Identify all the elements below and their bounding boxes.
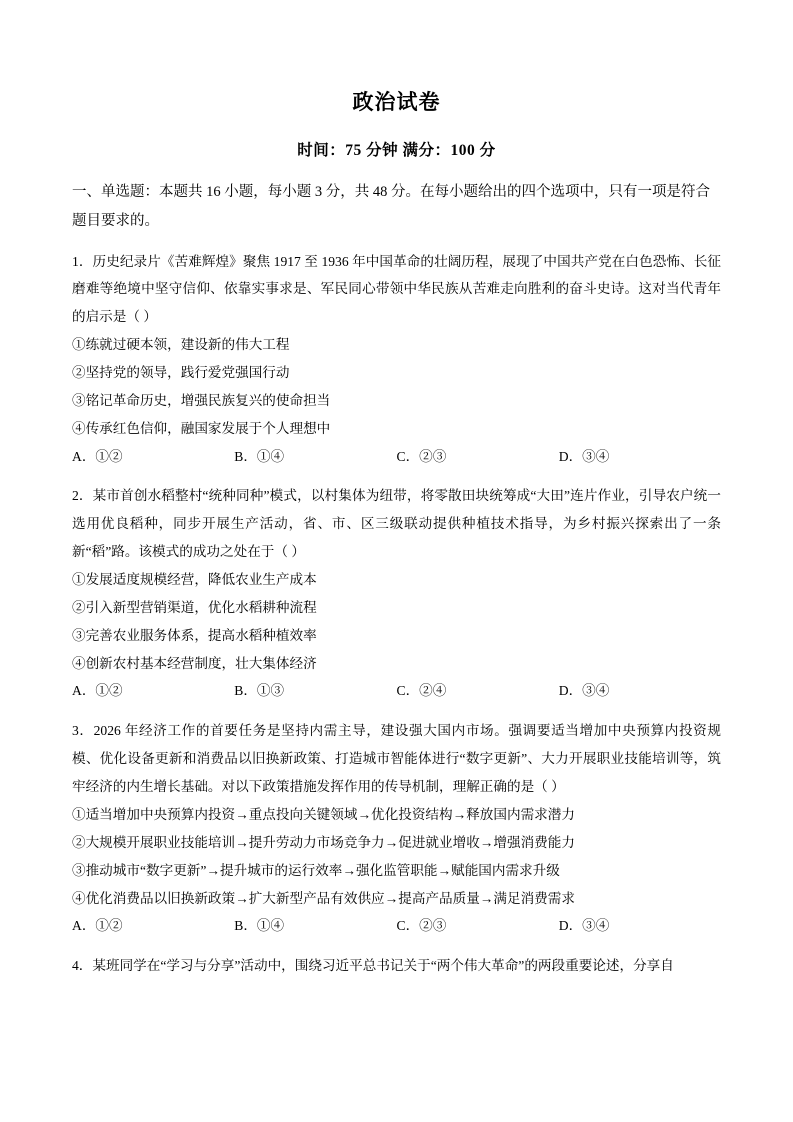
answer-choice[interactable]: D．③④ (558, 683, 610, 699)
exam-meta: 时间：75 分钟 满分：100 分 (297, 141, 496, 159)
question-option: ②引入新型营销渠道，优化水稻耕种流程 (72, 599, 317, 615)
answer-choice[interactable]: B．①④ (234, 918, 285, 934)
question-option: ③完善农业服务体系，提高水稻种植效率 (72, 627, 317, 643)
question-stem: 4．某班同学在“学习与分享”活动中，围绕习近平总书记关于“两个伟大革命”的两段重要论述，分享自 (72, 958, 674, 974)
answer-choice[interactable]: A．①② (72, 448, 123, 464)
question-option: ③推动城市“数字更新”→提升城市的运行效率→强化监管职能→赋能国内需求升级 (72, 862, 560, 878)
question-option: ②大规模开展职业技能培训→提升劳动力市场竞争力→促进就业增收→增强消费能力 (72, 834, 575, 850)
answer-choices (72, 912, 721, 940)
question-option: ①练就过硬本领，建设新的伟大工程 (72, 337, 290, 353)
answer-choice[interactable]: B．①④ (234, 448, 285, 464)
page-title: 政治试卷 (352, 90, 441, 114)
section-heading: 一、单选题：本题共 16 小题，每小题 3 分，共 48 分。在每小题给出的四个选项中，只有一项是符合题目要求的。 (72, 183, 710, 229)
answer-choice[interactable]: B．①③ (234, 683, 285, 699)
answer-choice[interactable]: C．②③ (396, 448, 447, 464)
answer-choices (72, 443, 721, 471)
answer-choice[interactable]: C．②③ (396, 918, 447, 934)
question-option: ③铭记革命历史，增强民族复兴的使命担当 (72, 392, 331, 408)
question-option: ④优化消费品以旧换新政策→扩大新型产品有效供应→提高产品质量→满足消费需求 (72, 890, 575, 906)
question-option: ④创新农村基本经营制度，壮大集体经济 (72, 655, 317, 671)
answer-choice[interactable]: A．①② (72, 683, 123, 699)
answer-choice[interactable]: D．③④ (558, 918, 610, 934)
question-option: ①发展适度规模经营，降低农业生产成本 (72, 572, 317, 588)
question-option: ④传承红色信仰，融国家发展于个人理想中 (72, 420, 331, 436)
question-stem: 1．历史纪录片《苦难辉煌》聚焦 1917 至 1936 年中国革命的壮阔历程，展现了中国共产党在白色恐怖、长征磨难等绝境中坚守信仰、依靠实事求是、军民同心带领中华民族从苦难走向胜利的奋斗史诗。这对当代青年的启示是（ ） (72, 253, 721, 325)
question-block (72, 952, 721, 980)
question-block (72, 482, 721, 705)
answer-choice[interactable]: A．①② (72, 918, 123, 934)
question-stem: 2．某市首创水稻整村“统种同种”模式，以村集体为纽带，将零散田块统筹成“大田”连片作业，引导农户统一选用优良稻种，同步开展生产活动，省、市、区三级联动提供种植技术指导，为乡村振兴探索出了一条新“稻”路。该模式的成功之处在于（ ） (72, 488, 721, 560)
question-stem: 3．2026 年经济工作的首要任务是坚持内需主导，建设强大国内市场。强调要适当增加中央预算内投资规模、优化设备更新和消费品以旧换新政策、打造城市智能体进行“数字更新”、大力开展职业技能培训等，筑牢经济的内生增长基础。对以下政策措施发挥作用的传导机制，理解正确的是（ ） (72, 723, 721, 795)
question-block (72, 717, 721, 940)
answer-choice[interactable]: D．③④ (558, 448, 610, 464)
question-option: ①适当增加中央预算内投资→重点投向关键领域→优化投资结构→释放国内需求潜力 (72, 806, 575, 822)
question-block (72, 248, 721, 471)
question-option: ②坚持党的领导，践行爱党强国行动 (72, 365, 290, 381)
answer-choice[interactable]: C．②④ (396, 683, 447, 699)
answer-choices (72, 677, 721, 705)
